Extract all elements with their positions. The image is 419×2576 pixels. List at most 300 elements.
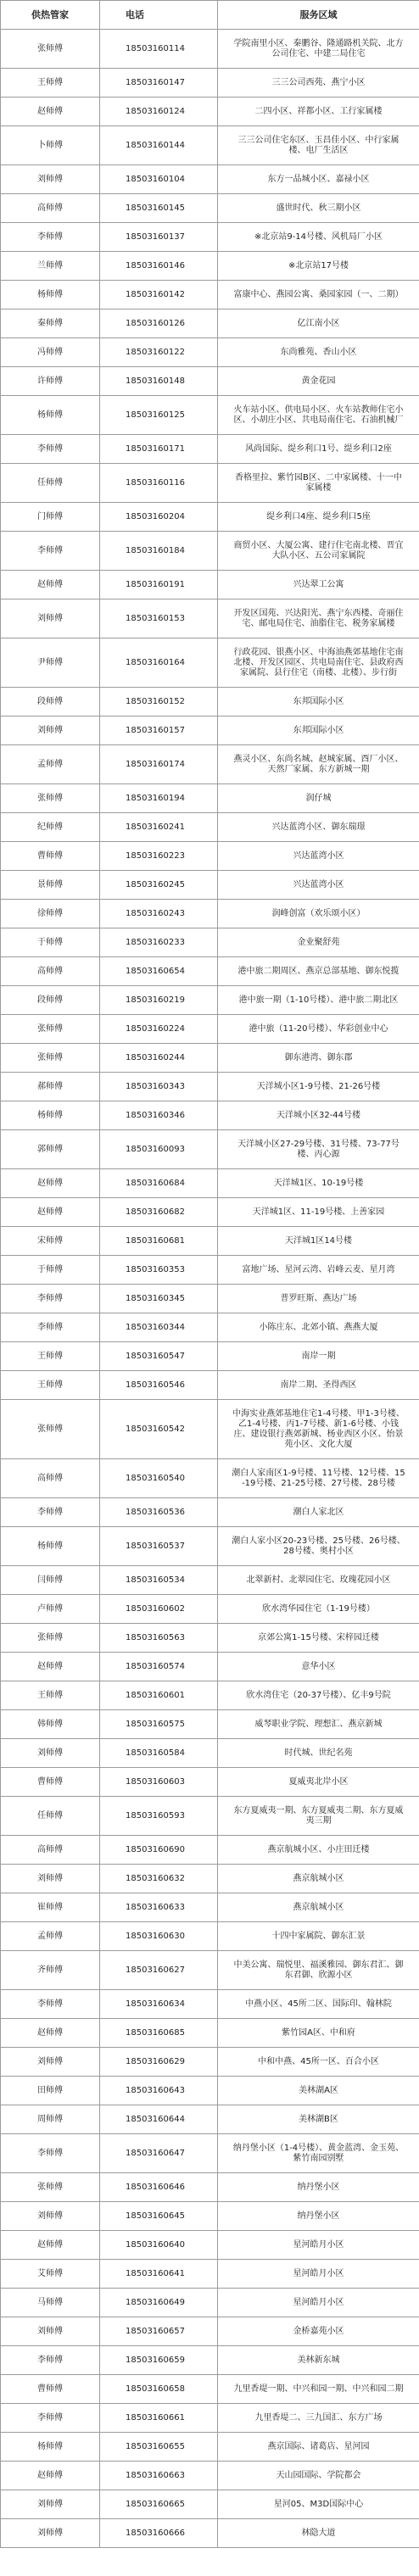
table-row bbox=[1, 957, 419, 986]
table-row bbox=[1, 986, 419, 1015]
steward-name-cell: 郝师傅 bbox=[1, 1073, 100, 1101]
steward-name-cell: 杨师傅 bbox=[1, 396, 100, 435]
service-area-cell: 港中旅一期（1-10号楼）、港中旅二期北区 bbox=[218, 986, 419, 1015]
table-row bbox=[1, 2433, 419, 2462]
steward-name-cell: 赵师傅 bbox=[1, 2231, 100, 2260]
table-row bbox=[1, 1710, 419, 1739]
service-area-cell: 天洋城小区1-9号楼、21-26号楼 bbox=[218, 1073, 419, 1101]
service-area-cell: 东邦国际小区 bbox=[218, 716, 419, 745]
phone-cell: 18503160157 bbox=[100, 716, 218, 745]
table-row bbox=[1, 842, 419, 871]
steward-name-cell: 赵师傅 bbox=[1, 98, 100, 126]
phone-cell: 18503160146 bbox=[100, 252, 218, 281]
table-row bbox=[1, 813, 419, 842]
phone-cell: 18503160659 bbox=[100, 2346, 218, 2375]
table-row bbox=[1, 223, 419, 252]
steward-name-cell: 杨师傅 bbox=[1, 1101, 100, 1130]
service-area-cell: 夏威夷北岸小区 bbox=[218, 1768, 419, 1797]
steward-name-cell: 张师傅 bbox=[1, 30, 100, 69]
steward-name-cell: 卜师傅 bbox=[1, 126, 100, 165]
phone-cell: 18503160685 bbox=[100, 2019, 218, 2048]
table-row bbox=[1, 1768, 419, 1797]
service-area-cell: 商贸小区、大厦公寓、建行住宅南北楼、晋宜大队小区、五公司家属院 bbox=[218, 532, 419, 571]
steward-name-cell: 曹师傅 bbox=[1, 842, 100, 871]
phone-cell: 18503160224 bbox=[100, 1015, 218, 1044]
service-area-cell: 纳丹堡小区 bbox=[218, 2173, 419, 2202]
phone-cell: 18503160542 bbox=[100, 1400, 218, 1459]
table-row bbox=[1, 1459, 419, 1498]
phone-cell: 18503160114 bbox=[100, 30, 218, 69]
service-area-cell: 兴达蓝湾小区 bbox=[218, 842, 419, 871]
steward-name-cell: 冯师傅 bbox=[1, 338, 100, 367]
service-area-cell: 天洋城小区27-29号楼、31号楼、73-77号楼、丙心源 bbox=[218, 1130, 419, 1169]
table-row bbox=[1, 252, 419, 281]
service-area-cell: 兴达蓝湾小区 bbox=[218, 871, 419, 900]
table-row bbox=[1, 194, 419, 223]
service-area-cell: 时代城、世纪名苑 bbox=[218, 1739, 419, 1768]
service-area-cell: 南岸一期 bbox=[218, 1342, 419, 1371]
steward-name-cell: 刘师傅 bbox=[1, 599, 100, 638]
table-row bbox=[1, 1922, 419, 1951]
table-row bbox=[1, 126, 419, 165]
service-area-cell: 星河皓月小区 bbox=[218, 2231, 419, 2260]
steward-name-cell: 刘师傅 bbox=[1, 1865, 100, 1893]
service-area-cell: 中美公寓、瑞悦里、福溪雅园、御东君汇、御东君御、欣源小区 bbox=[218, 1951, 419, 1990]
steward-name-cell: 张师傅 bbox=[1, 2173, 100, 2202]
table-row bbox=[1, 638, 419, 688]
service-area-cell: 三三公司西苑、燕宁小区 bbox=[218, 69, 419, 98]
phone-cell: 18503160540 bbox=[100, 1459, 218, 1498]
steward-name-cell: 韩师傅 bbox=[1, 1710, 100, 1739]
steward-name-cell: 任师傅 bbox=[1, 1797, 100, 1836]
service-area-cell: 天山园国际、学院都会 bbox=[218, 2462, 419, 2490]
service-area-cell: 东方夏威夷一期、东方夏威夷二期、东方夏威夷三期 bbox=[218, 1797, 419, 1836]
steward-name-cell: 杨师傅 bbox=[1, 1527, 100, 1566]
table-row bbox=[1, 2105, 419, 2134]
steward-name-cell: 王师傅 bbox=[1, 1342, 100, 1371]
service-area-cell: 威琴职业学院、理想汇、燕京新城 bbox=[218, 1710, 419, 1739]
table-row bbox=[1, 281, 419, 309]
table-row bbox=[1, 2404, 419, 2433]
steward-name-cell: 王师傅 bbox=[1, 69, 100, 98]
steward-name-cell: 任师傅 bbox=[1, 464, 100, 503]
phone-cell: 18503160233 bbox=[100, 928, 218, 957]
phone-cell: 18503160241 bbox=[100, 813, 218, 842]
steward-name-cell: 闫师傅 bbox=[1, 1566, 100, 1595]
service-area-cell: 南岸二期、圣得西区 bbox=[218, 1371, 419, 1400]
table-body bbox=[1, 30, 419, 2548]
steward-name-cell: 高师傅 bbox=[1, 1459, 100, 1498]
table-row bbox=[1, 716, 419, 745]
steward-name-cell: 李师傅 bbox=[1, 1990, 100, 2019]
phone-cell: 18503160593 bbox=[100, 1797, 218, 1836]
table-row bbox=[1, 688, 419, 716]
service-area-cell: 意华小区 bbox=[218, 1653, 419, 1681]
service-area-cell: 香格里拉、紫竹园B区、二中家属楼、十一中家属楼 bbox=[218, 464, 419, 503]
service-area-cell: 燕灵小区、东尚名城、赵城家属、酉厂小区、天然厂家属、东方新城一期 bbox=[218, 745, 419, 784]
table-row bbox=[1, 1073, 419, 1101]
phone-cell: 18503160601 bbox=[100, 1681, 218, 1710]
table-row bbox=[1, 928, 419, 957]
table-row bbox=[1, 1836, 419, 1865]
phone-cell: 18503160219 bbox=[100, 986, 218, 1015]
steward-name-cell: 张师傅 bbox=[1, 1624, 100, 1653]
phone-cell: 18503160681 bbox=[100, 1227, 218, 1256]
phone-cell: 18503160546 bbox=[100, 1371, 218, 1400]
steward-name-cell: 段师傅 bbox=[1, 986, 100, 1015]
phone-cell: 18503160658 bbox=[100, 2375, 218, 2404]
table-row bbox=[1, 532, 419, 571]
service-area-cell: 九里香堤二、三九国汇、东方广场 bbox=[218, 2404, 419, 2433]
table-row bbox=[1, 1739, 419, 1768]
phone-cell: 18503160164 bbox=[100, 638, 218, 688]
phone-cell: 18503160627 bbox=[100, 1951, 218, 1990]
phone-cell: 18503160124 bbox=[100, 98, 218, 126]
service-area-cell: 御东港湾、御东郡 bbox=[218, 1044, 419, 1073]
phone-cell: 18503160547 bbox=[100, 1342, 218, 1371]
table-row bbox=[1, 1653, 419, 1681]
table-row bbox=[1, 2134, 419, 2173]
steward-name-cell: 刘师傅 bbox=[1, 165, 100, 194]
phone-cell: 18503160654 bbox=[100, 957, 218, 986]
steward-name-cell: 秦师傅 bbox=[1, 309, 100, 338]
table-row bbox=[1, 1865, 419, 1893]
steward-name-cell: 李师傅 bbox=[1, 223, 100, 252]
steward-name-cell: 李师傅 bbox=[1, 2134, 100, 2173]
phone-cell: 18503160171 bbox=[100, 435, 218, 464]
table-row bbox=[1, 2231, 419, 2260]
steward-name-cell: 张师傅 bbox=[1, 1400, 100, 1459]
steward-name-cell: 李师傅 bbox=[1, 1285, 100, 1313]
table-row bbox=[1, 2260, 419, 2289]
steward-name-cell: 周师傅 bbox=[1, 2105, 100, 2134]
service-area-cell: 潮白人家南区1-9号楼、11号楼、12号楼、15-19号楼、21-25号楼、27号楼、28号楼 bbox=[218, 1459, 419, 1498]
steward-name-cell: 刘师傅 bbox=[1, 2490, 100, 2519]
table-row bbox=[1, 1198, 419, 1227]
steward-name-cell: 艾师傅 bbox=[1, 2260, 100, 2289]
phone-cell: 18503160147 bbox=[100, 69, 218, 98]
steward-name-cell: 刘师傅 bbox=[1, 2317, 100, 2346]
service-area-cell: 林隐大道 bbox=[218, 2519, 419, 2548]
phone-cell: 18503160344 bbox=[100, 1313, 218, 1342]
steward-name-cell: 赵师傅 bbox=[1, 1169, 100, 1198]
phone-cell: 18503160345 bbox=[100, 1285, 218, 1313]
phone-cell: 18503160649 bbox=[100, 2289, 218, 2317]
steward-name-cell: 崔师傅 bbox=[1, 1893, 100, 1922]
table-row bbox=[1, 1951, 419, 1990]
steward-name-cell: 刘师傅 bbox=[1, 716, 100, 745]
phone-cell: 18503160243 bbox=[100, 900, 218, 928]
phone-cell: 18503160666 bbox=[100, 2519, 218, 2548]
column-header-steward: 供热管家 bbox=[1, 1, 100, 30]
steward-name-cell: 张师傅 bbox=[1, 784, 100, 813]
steward-name-cell: 兰师傅 bbox=[1, 252, 100, 281]
service-area-cell: ※北京站9-14号楼、风机局厂小区 bbox=[218, 223, 419, 252]
service-area-cell: 欣水湾住宅（20-37号楼）、亿丰9号院 bbox=[218, 1681, 419, 1710]
service-area-cell: 潮白人家小区20-23号楼、25号楼、26号楼、28号楼、奥村小区 bbox=[218, 1527, 419, 1566]
table-row bbox=[1, 2077, 419, 2105]
phone-cell: 18503160122 bbox=[100, 338, 218, 367]
steward-name-cell: 徐师傅 bbox=[1, 900, 100, 928]
service-area-cell: 星河05、M3D国际中心 bbox=[218, 2490, 419, 2519]
service-area-cell: 盛世时代、秋三期小区 bbox=[218, 194, 419, 223]
service-area-cell: 港中旅（11-20号楼）、华彩创业中心 bbox=[218, 1015, 419, 1044]
service-area-cell: 美林新东城 bbox=[218, 2346, 419, 2375]
table-row bbox=[1, 1313, 419, 1342]
table-row bbox=[1, 599, 419, 638]
phone-cell: 18503160142 bbox=[100, 281, 218, 309]
steward-name-cell: 李师傅 bbox=[1, 2346, 100, 2375]
phone-cell: 18503160194 bbox=[100, 784, 218, 813]
phone-cell: 18503160632 bbox=[100, 1865, 218, 1893]
phone-cell: 18503160174 bbox=[100, 745, 218, 784]
phone-cell: 18503160630 bbox=[100, 1922, 218, 1951]
service-area-cell: 天洋城小区32-44号楼 bbox=[218, 1101, 419, 1130]
column-header-service-area: 服务区域 bbox=[218, 1, 419, 30]
table-row bbox=[1, 1130, 419, 1169]
service-area-cell: 潮白人家北区 bbox=[218, 1498, 419, 1527]
phone-cell: 18503160137 bbox=[100, 223, 218, 252]
phone-cell: 18503160191 bbox=[100, 571, 218, 599]
steward-name-cell: 尹师傅 bbox=[1, 638, 100, 688]
service-area-cell: 小陈庄东、北郊小镇、燕燕大厦 bbox=[218, 1313, 419, 1342]
phone-cell: 18503160152 bbox=[100, 688, 218, 716]
phone-cell: 18503160646 bbox=[100, 2173, 218, 2202]
service-area-cell: 兴达翠工公寓 bbox=[218, 571, 419, 599]
phone-cell: 18503160244 bbox=[100, 1044, 218, 1073]
service-area-cell: 紫竹园A区、中和府 bbox=[218, 2019, 419, 2048]
steward-name-cell: 杨师傅 bbox=[1, 2433, 100, 2462]
steward-name-cell: 景师傅 bbox=[1, 871, 100, 900]
service-area-cell: 星河皓月小区 bbox=[218, 2260, 419, 2289]
phone-cell: 18503160634 bbox=[100, 1990, 218, 2019]
steward-name-cell: 门师傅 bbox=[1, 503, 100, 532]
table-row bbox=[1, 1893, 419, 1922]
steward-name-cell: 王师傅 bbox=[1, 1371, 100, 1400]
service-area-cell: 兴达蓝湾小区、御东瑞璟 bbox=[218, 813, 419, 842]
steward-name-cell: 于师傅 bbox=[1, 1256, 100, 1285]
service-area-cell: 燕京航城小区、小庄田迁楼 bbox=[218, 1836, 419, 1865]
phone-cell: 18503160645 bbox=[100, 2202, 218, 2231]
phone-cell: 18503160633 bbox=[100, 1893, 218, 1922]
table-row bbox=[1, 2048, 419, 2077]
service-area-cell: 火车站小区、供电局小区、火车站教师住宅小区、小胡庄小区、共电局南住宅、石油机械厂 bbox=[218, 396, 419, 435]
table-row bbox=[1, 309, 419, 338]
table-row bbox=[1, 435, 419, 464]
table-row bbox=[1, 900, 419, 928]
service-area-cell: 中和中燕、45所一区、百合小区 bbox=[218, 2048, 419, 2077]
phone-cell: 18503160148 bbox=[100, 367, 218, 396]
steward-name-cell: 赵师傅 bbox=[1, 2462, 100, 2490]
phone-cell: 18503160126 bbox=[100, 309, 218, 338]
column-header-phone: 电话 bbox=[100, 1, 218, 30]
steward-name-cell: 赵师傅 bbox=[1, 1653, 100, 1681]
table-row bbox=[1, 1624, 419, 1653]
steward-name-cell: 孟师傅 bbox=[1, 1922, 100, 1951]
steward-name-cell: 李师傅 bbox=[1, 1498, 100, 1527]
steward-name-cell: 曹师傅 bbox=[1, 1768, 100, 1797]
steward-name-cell: 段师傅 bbox=[1, 688, 100, 716]
service-area-cell: 燕京航城小区 bbox=[218, 1893, 419, 1922]
table-row bbox=[1, 367, 419, 396]
steward-name-cell: 孟师傅 bbox=[1, 745, 100, 784]
service-area-cell: 风尚国际、缇乡利口1号、缇乡利口2座 bbox=[218, 435, 419, 464]
table-row bbox=[1, 784, 419, 813]
table-row bbox=[1, 2289, 419, 2317]
service-area-cell: 天洋城1区、10-19号楼 bbox=[218, 1169, 419, 1198]
table-row bbox=[1, 1498, 419, 1527]
service-area-cell: 东方一品城小区、嘉禄小区 bbox=[218, 165, 419, 194]
steward-name-cell: 许师傅 bbox=[1, 367, 100, 396]
service-area-cell: 东邦国际小区 bbox=[218, 688, 419, 716]
steward-name-cell: 李师傅 bbox=[1, 1313, 100, 1342]
phone-cell: 18503160145 bbox=[100, 194, 218, 223]
phone-cell: 18503160534 bbox=[100, 1566, 218, 1595]
table-row bbox=[1, 1044, 419, 1073]
phone-cell: 18503160223 bbox=[100, 842, 218, 871]
phone-cell: 18503160640 bbox=[100, 2231, 218, 2260]
service-area-cell: 燕京航城小区 bbox=[218, 1865, 419, 1893]
phone-cell: 18503160603 bbox=[100, 1768, 218, 1797]
table-row bbox=[1, 1681, 419, 1710]
phone-cell: 18503160655 bbox=[100, 2433, 218, 2462]
service-area-cell: 开发区国苑、兴达阳光、燕宁东西楼、奇丽住宅、邮电局住宅、油脂住宅、税务家属楼 bbox=[218, 599, 419, 638]
table-row bbox=[1, 69, 419, 98]
service-area-cell: 东尚雅苑、香山小区 bbox=[218, 338, 419, 367]
table-row bbox=[1, 2173, 419, 2202]
steward-name-cell: 刘师傅 bbox=[1, 2519, 100, 2548]
table-row bbox=[1, 396, 419, 435]
table-row bbox=[1, 2519, 419, 2548]
table-row bbox=[1, 1990, 419, 2019]
table-row bbox=[1, 745, 419, 784]
service-area-cell: 富康中心、燕园公寓、桑园家园（一、二期） bbox=[218, 281, 419, 309]
steward-name-cell: 刘师傅 bbox=[1, 2048, 100, 2077]
phone-cell: 18503160643 bbox=[100, 2077, 218, 2105]
service-area-cell: 中燕小区、45所二区、国际印、翰林院 bbox=[218, 1990, 419, 2019]
phone-cell: 18503160574 bbox=[100, 1653, 218, 1681]
phone-cell: 18503160245 bbox=[100, 871, 218, 900]
phone-cell: 18503160144 bbox=[100, 126, 218, 165]
table-row bbox=[1, 2202, 419, 2231]
table-row bbox=[1, 464, 419, 503]
service-area-cell: 黄金花园 bbox=[218, 367, 419, 396]
service-area-cell: 缇乡利口4座、缇乡利口5座 bbox=[218, 503, 419, 532]
phone-cell: 18503160353 bbox=[100, 1256, 218, 1285]
steward-name-cell: 齐师傅 bbox=[1, 1951, 100, 1990]
table-row bbox=[1, 338, 419, 367]
service-area-cell: 富地广场、星河云湾、岩峰云麦、星月湾 bbox=[218, 1256, 419, 1285]
service-area-cell: 十四中家属院、御东汇景 bbox=[218, 1922, 419, 1951]
steward-name-cell: 马师傅 bbox=[1, 2289, 100, 2317]
service-area-cell: 港中旅二期周区、燕京总部基地、御东悦揽 bbox=[218, 957, 419, 986]
service-area-cell: 纳丹堡小区 bbox=[218, 2202, 419, 2231]
service-area-cell: 星河皓月小区 bbox=[218, 2289, 419, 2317]
table-row bbox=[1, 1527, 419, 1566]
table-row bbox=[1, 1015, 419, 1044]
service-area-cell: 润峰创富（欢乐颂小区） bbox=[218, 900, 419, 928]
service-area-cell: 金桥嘉苑小区 bbox=[218, 2317, 419, 2346]
phone-cell: 18503160125 bbox=[100, 396, 218, 435]
table-row bbox=[1, 871, 419, 900]
table-row bbox=[1, 2462, 419, 2490]
steward-name-cell: 张师傅 bbox=[1, 1044, 100, 1073]
steward-name-cell: 纪师傅 bbox=[1, 813, 100, 842]
phone-cell: 18503160563 bbox=[100, 1624, 218, 1653]
phone-cell: 18503160584 bbox=[100, 1739, 218, 1768]
phone-cell: 18503160684 bbox=[100, 1169, 218, 1198]
service-area-cell: 美林湖A区 bbox=[218, 2077, 419, 2105]
steward-name-cell: 赵师傅 bbox=[1, 571, 100, 599]
table-row bbox=[1, 1797, 419, 1836]
table-row bbox=[1, 2490, 419, 2519]
table-row bbox=[1, 2317, 419, 2346]
service-area-cell: ※北京站17号楼 bbox=[218, 252, 419, 281]
steward-name-cell: 刘师傅 bbox=[1, 2202, 100, 2231]
phone-cell: 18503160116 bbox=[100, 464, 218, 503]
steward-name-cell: 李师傅 bbox=[1, 2404, 100, 2433]
service-area-cell: 金业聚舒苑 bbox=[218, 928, 419, 957]
table-row bbox=[1, 1227, 419, 1256]
steward-name-cell: 曹师傅 bbox=[1, 2375, 100, 2404]
table-row bbox=[1, 1169, 419, 1198]
steward-name-cell: 于师傅 bbox=[1, 928, 100, 957]
phone-cell: 18503160104 bbox=[100, 165, 218, 194]
phone-cell: 18503160204 bbox=[100, 503, 218, 532]
service-area-cell: 燕京国际、诸葛店、星河园 bbox=[218, 2433, 419, 2462]
steward-name-cell: 李师傅 bbox=[1, 435, 100, 464]
phone-cell: 18503160575 bbox=[100, 1710, 218, 1739]
steward-name-cell: 杨师傅 bbox=[1, 281, 100, 309]
phone-cell: 18503160346 bbox=[100, 1101, 218, 1130]
service-area-cell: 二四小区、祥都小区、工行家属楼 bbox=[218, 98, 419, 126]
service-area-cell: 天洋城1区14号楼 bbox=[218, 1227, 419, 1256]
phone-cell: 18503160690 bbox=[100, 1836, 218, 1865]
table-row bbox=[1, 1566, 419, 1595]
service-area-cell: 亿江南小区 bbox=[218, 309, 419, 338]
phone-cell: 18503160661 bbox=[100, 2404, 218, 2433]
header-row bbox=[1, 1, 419, 30]
service-area-cell: 三三公司住宅东区、玉昌佳小区、中行家属楼、电厂生活区 bbox=[218, 126, 419, 165]
table-row bbox=[1, 30, 419, 69]
table-row bbox=[1, 2375, 419, 2404]
phone-cell: 18503160657 bbox=[100, 2317, 218, 2346]
phone-cell: 18503160682 bbox=[100, 1198, 218, 1227]
table-row bbox=[1, 1101, 419, 1130]
phone-cell: 18503160644 bbox=[100, 2105, 218, 2134]
service-area-cell: 行政花园、银燕小区、中海油燕郊基地住宅南北楼、开发区园区、共电局南住宅、县政府西家属院、县行住宅（南楼、北楼）、步行街 bbox=[218, 638, 419, 688]
table-row bbox=[1, 1595, 419, 1624]
table-row bbox=[1, 1285, 419, 1313]
table-row bbox=[1, 1371, 419, 1400]
phone-cell: 18503160647 bbox=[100, 2134, 218, 2173]
service-area-cell: 北翠新村、北翠园住宅、玫瑰花园小区 bbox=[218, 1566, 419, 1595]
phone-cell: 18503160093 bbox=[100, 1130, 218, 1169]
phone-cell: 18503160665 bbox=[100, 2490, 218, 2519]
steward-name-cell: 高师傅 bbox=[1, 1836, 100, 1865]
steward-name-cell: 郭师傅 bbox=[1, 1130, 100, 1169]
service-area-cell: 润仔城 bbox=[218, 784, 419, 813]
phone-cell: 18503160184 bbox=[100, 532, 218, 571]
service-area-cell: 学院南里小区、秦鹏谷、隆通路机关院、北方公司住宅、中建二局住宅 bbox=[218, 30, 419, 69]
service-area-cell: 欣水湾华园住宅（1-19号楼） bbox=[218, 1595, 419, 1624]
service-area-cell: 普罗旺斯、燕达广场 bbox=[218, 1285, 419, 1313]
steward-name-cell: 赵师傅 bbox=[1, 2019, 100, 2048]
table-row bbox=[1, 165, 419, 194]
service-area-cell: 中海实业燕郊基地住宅1-4号楼、甲1-3号楼、乙1-4号楼、丙1-7号楼、新1-6号楼、小钱庄、建设银行燕郊新城、杨业西区小区、怡景苑小区、文化大厦 bbox=[218, 1400, 419, 1459]
steward-name-cell: 田师傅 bbox=[1, 2077, 100, 2105]
table-row bbox=[1, 571, 419, 599]
